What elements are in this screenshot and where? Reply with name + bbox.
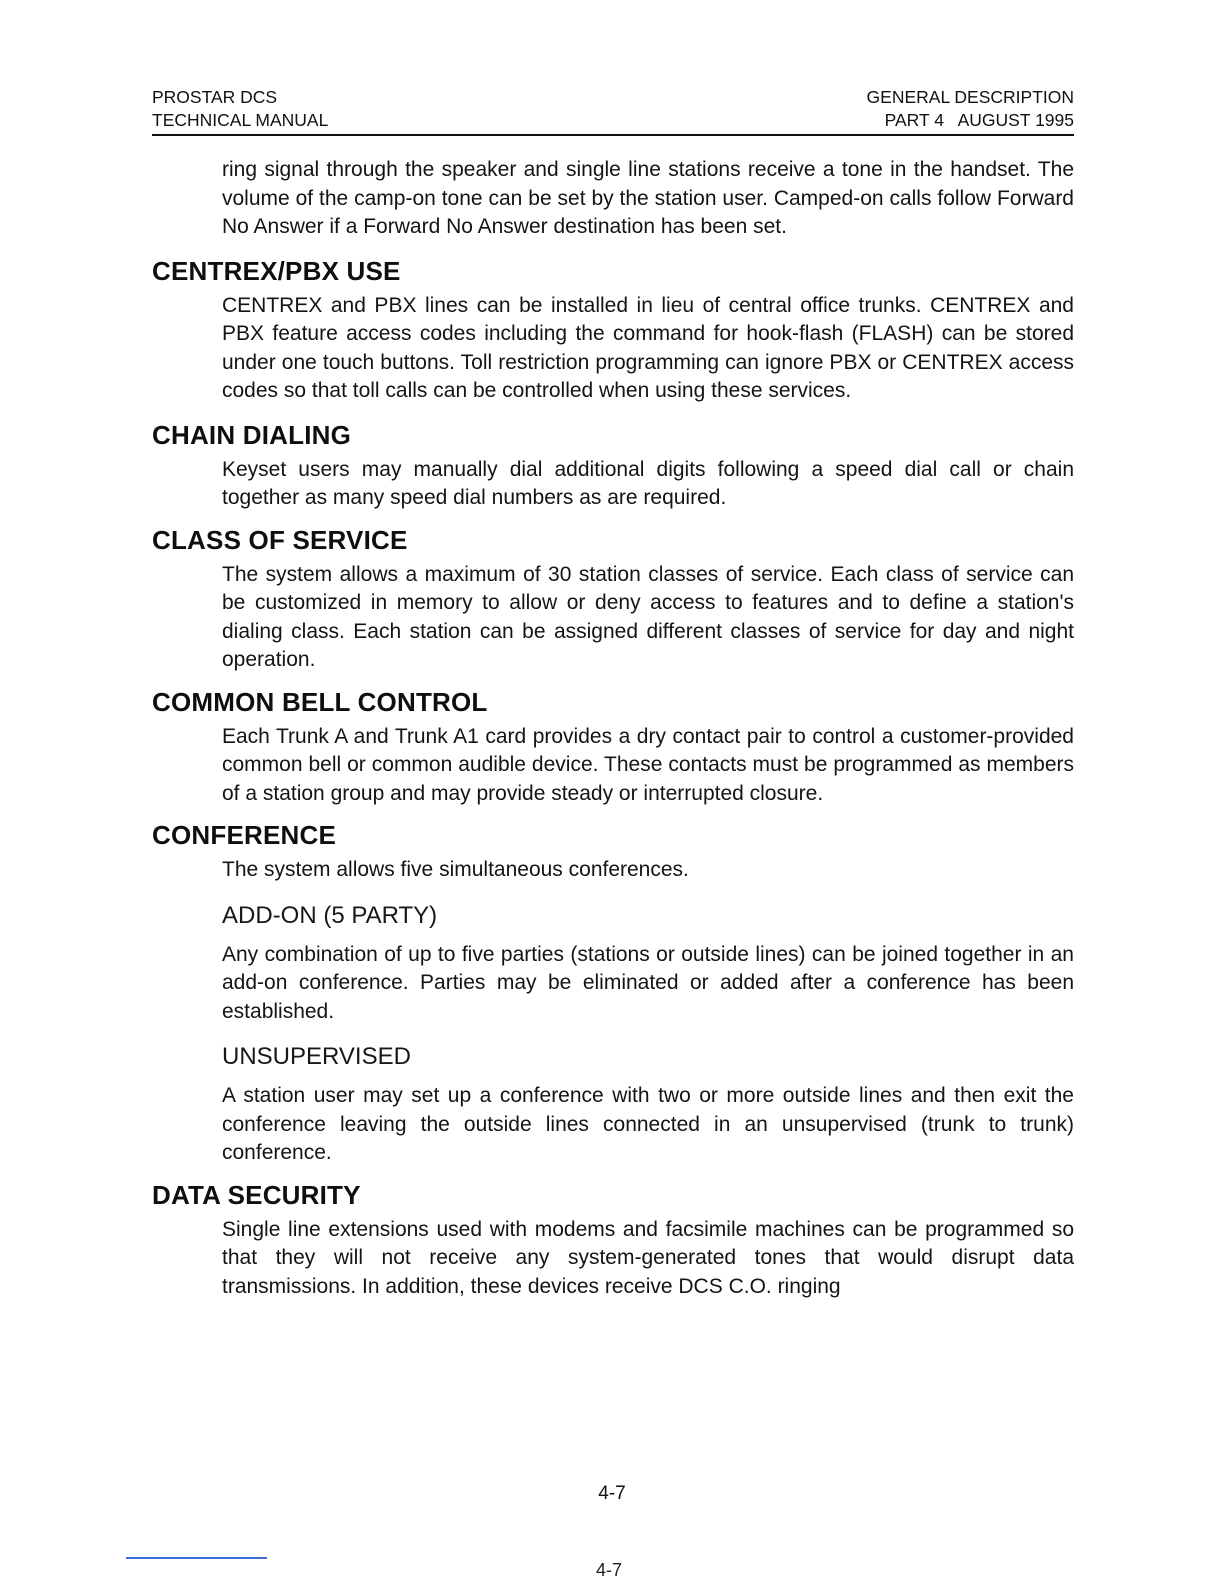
paragraph-centrex-pbx-use: CENTREX and PBX lines can be installed in lieu of central office trunks. CENTREX and PBX feature access codes including the command for hook-flash (FLASH) can be stored under one touch buttons. Toll restriction programming can ignore PBX or CENTREX access codes so that toll calls can be controlled when using these services. [222,293,1074,402]
heading-data-security: DATA SECURITY [152,1179,361,1210]
intro-paragraph: ring signal through the speaker and single line stations receive a tone in the handset. The volume of the camp-on tone can be set by the station user. Camped-on calls follow Forward No Answer if a Forward No Answer destination has been set. [222,158,1074,238]
paragraph-data-security: Single line extensions used with modems and facsimile machines can be programmed so that they will not receive any system-generated tones that would disrupt data transmissions. In addition, these devices receive DCS C.O. ringing [222,1217,1074,1298]
header-right [867,86,1074,132]
heading-class-of-service: CLASS OF SERVICE [152,524,408,555]
heading-common-bell-control: COMMON BELL CONTROL [152,686,488,717]
bottom-page-number: 4-7 [596,1560,623,1580]
subheading-add-on: ADD-ON (5 PARTY) [222,901,438,929]
bottom-link-underline [126,1557,267,1559]
header-rule [152,134,1074,136]
page-number: 4-7 [598,1483,626,1504]
header-part-date: PART 4 AUGUST 1995 [884,110,1074,130]
header-product: PROSTAR DCS [152,87,278,107]
heading-chain-dialing: CHAIN DIALING [152,419,352,450]
paragraph-class-of-service: The system allows a maximum of 30 station classes of service. Each class of service can be customized in memory to allow or deny access to features and to define a station's dialing class. Each station can be assigned different classes of service for day and night operation. [222,562,1074,671]
page-content [152,156,1074,1301]
paragraph-add-on: Any combination of up to five parties (stations or outside lines) can be joined together in an add-on conference. Parties may be eliminated or added after a conference has been established. [222,942,1074,1023]
subheading-unsupervised: UNSUPERVISED [222,1043,411,1070]
header-section: GENERAL DESCRIPTION [866,87,1074,107]
header-left [152,86,328,132]
heading-conference: CONFERENCE [152,820,337,850]
paragraph-common-bell-control: Each Trunk A and Trunk A1 card provides a dry contact pair to control a customer-provided common bell or common audible device. These contacts must be programmed as members of a station group and may provide steady or interrupted closure. [222,724,1074,805]
paragraph-unsupervised: A station user may set up a conference with two or more outside lines and then exit the conference leaving the outside lines connected in an unsupervised (trunk to trunk) conference. [222,1084,1074,1164]
paragraph-conference: The system allows five simultaneous conferences. [222,858,689,881]
paragraph-chain-dialing: Keyset users may manually dial additional digits following a speed dial call or chain together as many speed dial numbers as are required. [222,457,1074,509]
heading-centrex-pbx-use: CENTREX/PBX USE [152,255,401,286]
header-manual: TECHNICAL MANUAL [152,110,329,130]
